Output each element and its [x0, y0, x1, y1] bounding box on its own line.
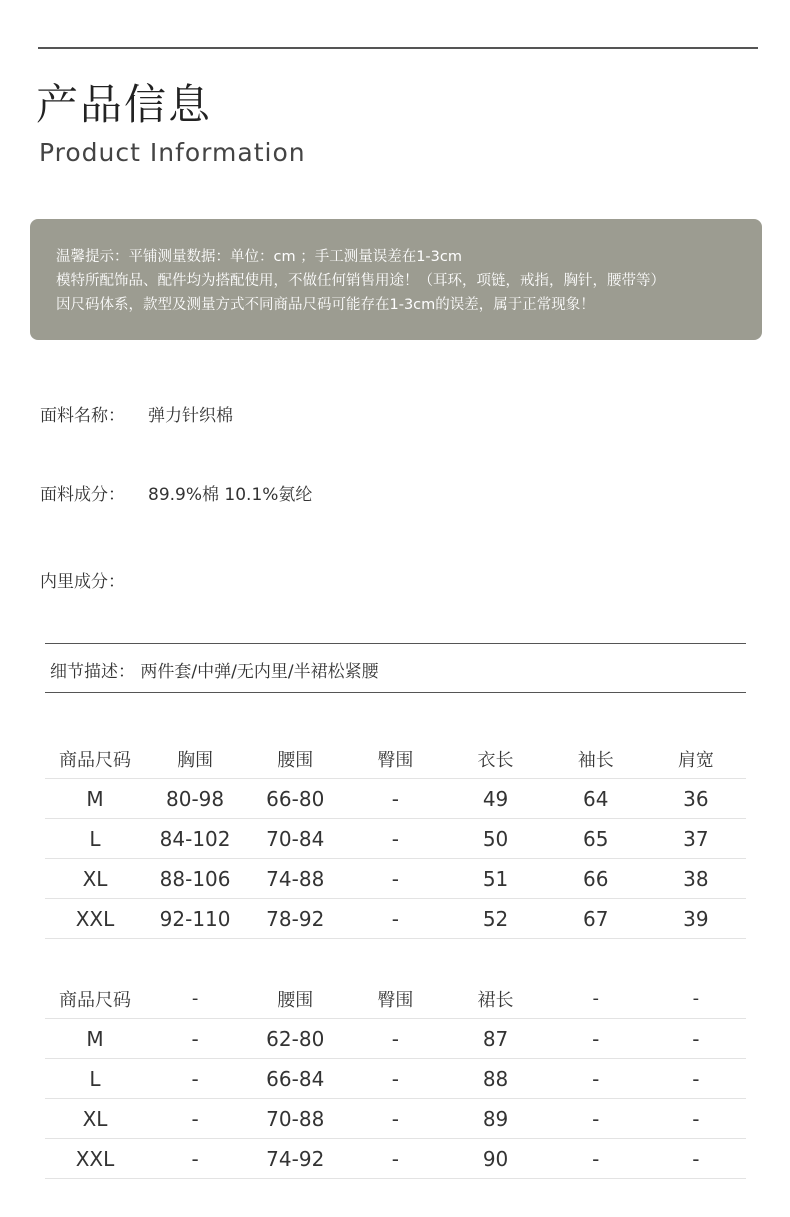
table-cell: 88: [445, 1059, 545, 1099]
page-title: 产品信息: [36, 80, 213, 129]
table-cell: -: [345, 1099, 445, 1139]
table-cell: XL: [45, 859, 145, 899]
top-divider: [38, 47, 758, 49]
detail-section: [45, 643, 746, 693]
table-cell: 67: [546, 899, 646, 939]
detail-field: [50, 657, 379, 682]
table-cell: -: [345, 1059, 445, 1099]
table-cell: -: [145, 1139, 245, 1179]
table-cell: -: [345, 859, 445, 899]
fabric-name-value: 弹力针织棉: [148, 406, 233, 426]
table-cell: 74-88: [245, 859, 345, 899]
fabric-name-field: [40, 401, 233, 426]
header-cell: 裙长: [445, 979, 545, 1019]
table-cell: 52: [445, 899, 545, 939]
header-cell: 腰围: [245, 979, 345, 1019]
table-cell: XL: [45, 1099, 145, 1139]
table-cell: 70-84: [245, 819, 345, 859]
table-cell: 74-92: [245, 1139, 345, 1179]
notice-line: 温馨提示：平铺测量数据：单位：cm ；手工测量误差在1-3cm: [56, 249, 462, 265]
table-header-row: [45, 739, 746, 779]
header-cell: 臀围: [345, 739, 445, 779]
table-cell: 92-110: [145, 899, 245, 939]
size-table-bottom: [45, 979, 746, 1179]
table-cell: 66: [546, 859, 646, 899]
table-cell: -: [546, 1139, 646, 1179]
table-row: [45, 1059, 746, 1099]
table-cell: 37: [646, 819, 746, 859]
table-cell: -: [546, 1099, 646, 1139]
table-cell: -: [145, 1059, 245, 1099]
fabric-name-label: 面料名称：: [40, 406, 125, 426]
fabric-composition-label: 面料成分：: [40, 485, 125, 505]
size-table-top: [45, 739, 746, 939]
table-cell: 39: [646, 899, 746, 939]
table-cell: 84-102: [145, 819, 245, 859]
table-cell: -: [145, 1099, 245, 1139]
table-cell: 88-106: [145, 859, 245, 899]
notice-line: 因尺码体系，款型及测量方式不同商品尺码可能存在1-3cm的误差，属于正常现象！: [56, 297, 595, 313]
table-cell: L: [45, 1059, 145, 1099]
header-cell: -: [546, 979, 646, 1019]
table-cell: 62-80: [245, 1019, 345, 1059]
notice-box: [30, 219, 762, 340]
table-row: [45, 1139, 746, 1179]
table-cell: 87: [445, 1019, 545, 1059]
table-cell: XXL: [45, 899, 145, 939]
notice-line: 模特所配饰品、配件均为搭配使用，不做任何销售用途！（耳环，项链，戒指，胸针，腰带等）: [56, 273, 665, 289]
table-cell: -: [646, 1019, 746, 1059]
detail-value: 两件套/中弹/无内里/半裙松紧腰: [140, 662, 379, 682]
table-row: [45, 1019, 746, 1059]
table-cell: 66-80: [245, 779, 345, 819]
table-cell: -: [646, 1059, 746, 1099]
table-header-row: [45, 979, 746, 1019]
table-row: [45, 1099, 746, 1139]
table-cell: M: [45, 779, 145, 819]
table-cell: -: [345, 819, 445, 859]
table-cell: -: [345, 1019, 445, 1059]
table-cell: -: [345, 779, 445, 819]
table-cell: XXL: [45, 1139, 145, 1179]
table-cell: 66-84: [245, 1059, 345, 1099]
table-row: [45, 779, 746, 819]
table-cell: 78-92: [245, 899, 345, 939]
header-cell: 衣长: [445, 739, 545, 779]
page-subtitle: Product Information: [39, 138, 306, 167]
detail-label: 细节描述：: [50, 662, 135, 682]
table-cell: 49: [445, 779, 545, 819]
table-cell: -: [345, 899, 445, 939]
table-cell: -: [145, 1019, 245, 1059]
header-cell: 臀围: [345, 979, 445, 1019]
table-cell: 50: [445, 819, 545, 859]
table-cell: -: [345, 1139, 445, 1179]
table-cell: -: [646, 1099, 746, 1139]
header-cell: 商品尺码: [45, 739, 145, 779]
table-cell: 51: [445, 859, 545, 899]
table-cell: -: [646, 1139, 746, 1179]
lining-label: 内里成分：: [40, 572, 125, 592]
header-cell: 袖长: [546, 739, 646, 779]
header-cell: -: [145, 979, 245, 1019]
table-cell: L: [45, 819, 145, 859]
table-cell: -: [546, 1019, 646, 1059]
table-cell: 38: [646, 859, 746, 899]
header-cell: 商品尺码: [45, 979, 145, 1019]
table-cell: -: [546, 1059, 646, 1099]
table-cell: 90: [445, 1139, 545, 1179]
header-cell: 肩宽: [646, 739, 746, 779]
table-cell: 89: [445, 1099, 545, 1139]
fabric-composition-value: 89.9%棉 10.1%氨纶: [148, 485, 313, 505]
lining-field: [40, 567, 148, 592]
table-cell: 80-98: [145, 779, 245, 819]
table-cell: M: [45, 1019, 145, 1059]
table-cell: 36: [646, 779, 746, 819]
table-row: [45, 819, 746, 859]
table-cell: 65: [546, 819, 646, 859]
table-cell: 64: [546, 779, 646, 819]
header-cell: 腰围: [245, 739, 345, 779]
header-cell: 胸围: [145, 739, 245, 779]
fabric-composition-field: [40, 480, 312, 505]
table-cell: 70-88: [245, 1099, 345, 1139]
header-cell: -: [646, 979, 746, 1019]
table-row: [45, 859, 746, 899]
table-row: [45, 899, 746, 939]
